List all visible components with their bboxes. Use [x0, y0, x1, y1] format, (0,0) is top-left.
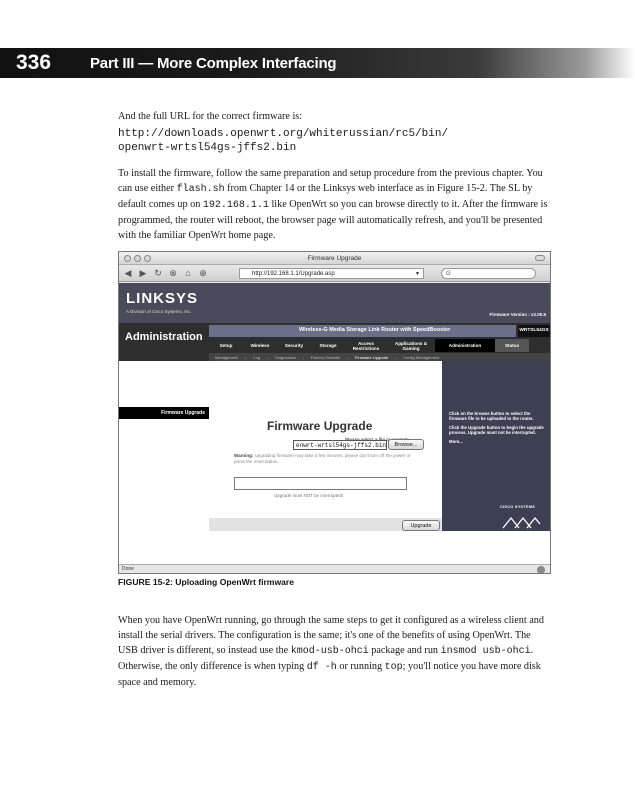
tab-setup[interactable]: Setup — [219, 343, 233, 348]
page-number: 336 — [16, 51, 52, 74]
firmware-url — [118, 127, 448, 155]
subtab-diagnostics[interactable]: Diagnostics — [275, 354, 296, 360]
browser-toolbar — [119, 265, 550, 282]
back-arrow-icon[interactable]: ◀ — [124, 268, 132, 278]
code-flash-sh: flash.sh — [176, 184, 225, 195]
subtab-firmware-upgrade[interactable]: Firmware Upgrade — [355, 354, 389, 360]
window-titlebar — [119, 252, 550, 265]
sub-nav — [209, 353, 550, 361]
separator: | — [267, 354, 269, 360]
tab-storage[interactable]: Storage — [319, 343, 337, 348]
page-blank — [119, 531, 550, 564]
reload-icon[interactable]: ↻ — [154, 268, 162, 278]
tab-administration[interactable]: Administration — [435, 339, 495, 352]
left-panel-label: Firmware Upgrade — [161, 410, 205, 416]
zoom-window-button[interactable] — [144, 255, 151, 262]
text-run: like OpenWrt so you can browse directly to it. After the firmware is programmed, the router will reboot, the browser page will automatically refresh, and you'll be presented with the familiar OpenWrt home page. — [118, 199, 548, 241]
security-icon — [537, 566, 545, 574]
subtab-factory-defaults[interactable]: Factory Defaults — [310, 354, 340, 360]
help-upgrade: Click the Upgrade button to begin the upgrade process. Upgrade must not be interrupted. — [449, 425, 544, 435]
subtab-config-management[interactable]: Config Management — [403, 354, 440, 360]
forward-arrow-icon[interactable]: ▶ — [139, 268, 147, 278]
text-run: To install the firmware, follow the same preparation and setup procedure from the previous chapter. You can use either — [118, 168, 543, 194]
linksys-tagline: A Division of Cisco Systems, Inc. — [126, 309, 192, 314]
text-run: When you have OpenWrt running, go through the same steps to get it configured as a wireless client and install the serial drivers. The configuration is the same; it's one of the benefits of using OpenWrt. The USB driver is different, so instead use the — [118, 615, 544, 656]
code-kmod-usb-ohci: kmod-usb-ohci — [290, 646, 369, 657]
model-badge: WRTSL54GS — [518, 325, 550, 337]
subtab-log[interactable]: Log — [253, 354, 261, 360]
text-run: package and run — [368, 645, 441, 656]
tab-wireless[interactable]: Wireless — [250, 343, 270, 348]
window-controls — [124, 255, 151, 262]
figure-caption: FIGURE 15-2: Uploading OpenWrt firmware — [118, 577, 295, 587]
toolbar-toggle-button[interactable] — [535, 255, 545, 261]
cisco-logo-text: CISCO SYSTEMS — [500, 505, 536, 509]
page-header — [0, 48, 635, 78]
code-ip-address: 192.168.1.1 — [202, 200, 269, 211]
text-run: from Chapter 14 or the Linksys web interface as in Figure 15-2. The SL by default comes up on — [118, 183, 533, 210]
code-df-h: df -h — [306, 662, 337, 673]
cisco-bridge-icon — [501, 512, 541, 532]
part-title: Part III — More Complex Interfacing — [90, 54, 337, 72]
warning-body: Upgrading firmware may take a few minutes, please don't turn off the power or press the reset button. — [234, 453, 411, 464]
figure-screenshot — [118, 251, 551, 574]
section-title: Administration — [125, 331, 203, 343]
address-bar[interactable] — [239, 268, 424, 279]
minimize-window-button[interactable] — [134, 255, 141, 262]
separator: | — [395, 354, 397, 360]
window-title: Firmware Upgrade — [307, 255, 362, 262]
warning-label: Warning: — [234, 453, 254, 458]
interrupt-note: Upgrade must NOT be interrupted! — [274, 493, 344, 498]
tab-applications-gaming[interactable]: Applications & Gaming — [394, 340, 428, 351]
help-more-link[interactable]: More... — [449, 439, 463, 444]
firmware-version: Firmware Version : v2.00.5 — [489, 312, 546, 317]
firmware-file-input[interactable]: enwrt-wrtsl54gs-jffs2.bin — [293, 440, 387, 450]
code-insmod: insmod usb-ohci — [440, 646, 531, 657]
chevron-down-icon[interactable]: ▼ — [415, 271, 420, 277]
tab-security[interactable]: Security — [284, 343, 304, 348]
tab-status[interactable]: Status — [495, 339, 529, 352]
paragraph-install — [118, 166, 550, 243]
product-name: Wireless-G Media Storage Link Router with SpeedBooster — [299, 327, 451, 333]
url-line-1: http://downloads.openwrt.org/whiterussian/rc5/bin/ — [118, 128, 449, 140]
home-icon[interactable]: ⌂ — [185, 268, 191, 278]
help-browse: Click on the browse button to select the firmware file to be uploaded to the router. — [449, 411, 534, 421]
browse-button[interactable]: Browse... — [388, 439, 424, 450]
search-input[interactable] — [441, 268, 536, 279]
url-line-2: openwrt-wrtsl54gs-jffs2.bin — [118, 142, 297, 154]
warning-text — [234, 453, 414, 464]
intro-text: And the full URL for the correct firmware is: — [118, 111, 303, 122]
address-text: http://192.168.1.1/Upgrade.asp — [252, 271, 335, 277]
subtab-management[interactable]: Management — [215, 354, 239, 360]
text-run: or running — [336, 661, 385, 672]
close-window-button[interactable] — [124, 255, 131, 262]
help-text — [449, 411, 547, 448]
status-bar — [119, 564, 550, 574]
paragraph-usb — [118, 613, 550, 690]
stop-icon[interactable]: ⊗ — [169, 268, 177, 278]
separator: | — [347, 354, 349, 360]
left-panel-header — [119, 407, 209, 419]
main-nav — [209, 339, 550, 352]
progress-bar — [234, 477, 407, 490]
search-placeholder: G — [446, 271, 451, 277]
bookmark-icon[interactable]: ⊕ — [199, 268, 207, 278]
upgrade-button[interactable]: Upgrade — [402, 520, 440, 531]
status-text: Done — [122, 566, 134, 572]
tab-access-restrictions[interactable]: Access Restrictions — [352, 340, 380, 351]
linksys-logo: LINKSYS — [126, 290, 199, 307]
web-page — [119, 283, 550, 564]
code-top: top — [384, 662, 403, 673]
text-run: ; you'll notice you have more disk space and memory. — [118, 661, 541, 688]
firmware-upgrade-title: Firmware Upgrade — [267, 419, 373, 433]
separator: | — [245, 354, 247, 360]
text-run: . Otherwise, the only difference is when typing — [118, 645, 534, 672]
separator: | — [302, 354, 304, 360]
